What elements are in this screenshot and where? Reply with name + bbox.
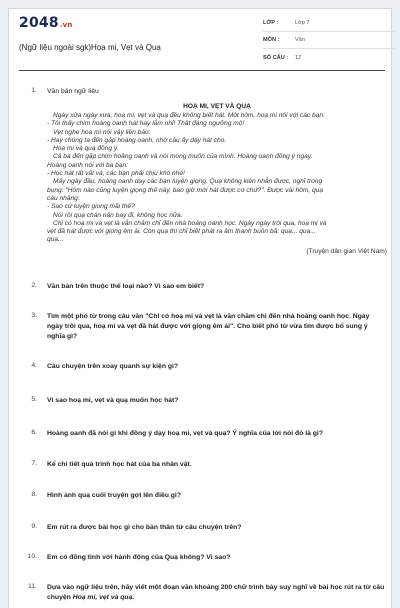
passage-line: - Học hát rất vất vả, các bạn phải chịu khó nhé!	[47, 170, 185, 178]
passage-body	[47, 112, 387, 245]
passage-title: HOẠ MI, VẸT VÀ QUẠ	[183, 103, 251, 110]
passage-line: - Sao cứ luyện giọng mãi thế?	[47, 203, 135, 211]
question-text: Em có đồng tình với hành động của Quạ không? Vì sao?	[47, 554, 231, 561]
passage-line: Nói rồi quạ chán nản bay đi, không học nữa.	[53, 211, 183, 219]
question-number: 8.	[31, 491, 37, 498]
meta-key: LỚP :	[263, 20, 279, 26]
question-text: Văn bản ngữ liệu	[47, 88, 99, 95]
question-text: Hoàng oanh đã nói gì khi đồng ý dạy hoạ mi, vẹt và quạ? Ý nghĩa của lời nói đó là gì?	[47, 430, 323, 437]
passage-line: vẹt đã hát được với giọng êm ái. Còn quạ thì chỉ biết phát ra âm thanh buồn bã: quạ... quạ...	[47, 228, 316, 236]
question-number: 3.	[31, 312, 37, 319]
passage-line: Cả ba đến gặp chim hoàng oanh và nói mong muốn của mình. Hoàng oanh đồng ý ngay.	[53, 153, 313, 161]
question-text: Kể chi tiết quá trình học hát của ba nhân vật.	[47, 461, 192, 468]
passage-line: Chỉ có hoạ mi và vẹt là vẫn chăm chỉ đến nhà hoàng oanh học. Ngày ngày trôi qua, hoạ mi và	[53, 219, 327, 227]
meta-row-count	[263, 49, 395, 66]
passage-line: Hoạ mi và quạ đồng ý.	[53, 145, 119, 153]
question-number: 6.	[31, 429, 37, 436]
meta-value: 12	[295, 54, 302, 61]
meta-value: Lớp 7	[295, 20, 310, 26]
site-logo[interactable]	[19, 15, 73, 31]
reading-passage	[47, 103, 387, 257]
question-number: 10.	[27, 553, 37, 560]
question-text: Vì sao hoạ mi, vẹt và quạ muốn học hát?	[47, 397, 179, 404]
passage-line: Mấy ngày đầu, hoàng oanh dạy các bạn luyện giọng. Quạ không kiên nhẫn được, nghĩ trong	[53, 178, 323, 186]
question-text: Hình ảnh quạ cuối truyện gợi lên điều gì?	[47, 492, 181, 499]
passage-source: (Truyện dân gian Việt Nam)	[306, 247, 387, 255]
question-number: 1.	[31, 87, 37, 94]
question-text: Em rút ra được bài học gì cho bản thân từ câu chuyện trên?	[47, 524, 242, 531]
page-header	[19, 9, 385, 71]
question-number: 9.	[31, 523, 37, 530]
meta-value: Văn	[295, 37, 305, 43]
passage-line: - Hay chúng ta đến gặp hoàng oanh, nhờ cậu ấy dạy hát cho.	[47, 136, 227, 144]
passage-line: - Tôi thấy chim hoàng oanh hát hay lắm nhỉ! Thật đáng ngưỡng mộ!	[47, 120, 245, 128]
document-title: (Ngữ liệu ngoài sgk)Họa mi, Vẹt và Quạ	[19, 43, 161, 52]
meta-key: MÔN :	[263, 37, 280, 43]
question-number: 7.	[31, 460, 37, 467]
question-number: 5.	[31, 396, 37, 403]
meta-row-class	[263, 15, 395, 32]
question-number: 2.	[31, 282, 37, 289]
passage-line: Hoàng oanh nói với ba bạn:	[47, 161, 128, 169]
document-page	[8, 8, 392, 608]
passage-line: Vẹt nghe hoạ mi nói vậy liền bảo:	[53, 128, 151, 136]
question-text: Câu chuyện trên xoay quanh sự kiện gì?	[47, 363, 179, 370]
passage-line: cáu nhặng:	[47, 194, 80, 202]
logo-suffix: .vn	[59, 21, 73, 29]
meta-table	[263, 15, 395, 66]
question-text: Văn bản trên thuộc thể loại nào? Vì sao em biết?	[47, 283, 205, 290]
passage-line: Ngày xửa ngày xưa, hoạ mi, vẹt và quạ đều không biết hát. Một hôm, hoạ mi nói với các bạn:	[53, 112, 325, 119]
question-text-italic: Hoạ mi, vẹt và quạ.	[72, 593, 135, 601]
logo-main: 2048	[19, 15, 59, 31]
question-number: 11.	[28, 583, 37, 590]
question-text: Tìm một phó từ trong câu văn "Chỉ có hoạ mi và vẹt là văn chăm chỉ đến nhà hoàng oanh học. Ngày ngày trôi qua, hoạ mi và vẹt đã hát được với giọng êm ái". Cho biết phó từ vừa tìm được bổ sung ý nghĩa gì?	[47, 313, 370, 340]
question-text-main: Dựa vào ngữ liệu trên, hãy viết một đoạn văn khoảng 200 chữ trình bày suy nghĩ về bài học rút ra từ câu chuyện	[47, 584, 385, 601]
passage-line: quạ...	[47, 236, 64, 244]
question-number: 4.	[31, 362, 37, 369]
meta-row-subject	[263, 32, 395, 49]
passage-line: bụng: "Hôm nào cũng luyện giọng thế này, bao giờ mới hát được cơ chứ?". Được vài hôm, quạ	[47, 186, 324, 194]
meta-key: SỐ CÂU :	[263, 54, 289, 61]
